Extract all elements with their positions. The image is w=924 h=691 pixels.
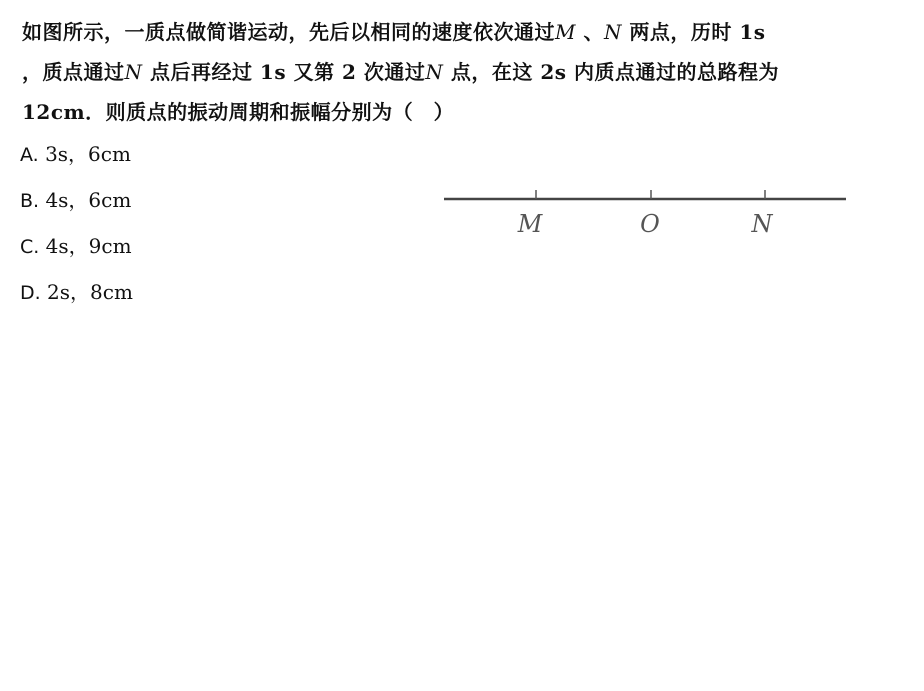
question-line-1 [22,12,912,52]
question-text: 点，在这 2s 内质点通过的总路程为 [443,60,779,84]
question-line-3: 12cm．则质点的振动周期和振幅分别为（ ） [22,100,455,124]
option-letter: B. [20,190,40,212]
question-line-2 [22,52,912,92]
point-m-label: M [555,20,576,44]
label-n: N [751,210,773,238]
option-d[interactable] [20,276,133,322]
point-n-label: N [124,60,143,84]
point-n-label: N [603,20,622,44]
label-m: M [517,210,543,238]
question-text: 两点，历时 1s [621,20,766,44]
option-letter: A. [20,144,39,166]
oscillation-diagram [440,182,850,242]
question-text: 、 [575,20,604,44]
label-o: O [640,210,660,238]
option-c[interactable] [20,230,133,276]
diagram-svg [440,182,850,242]
option-letter: D. [20,282,41,304]
question-text: 点后再经过 1s 又第 2 次通过 [142,60,426,84]
option-a[interactable] [20,138,133,184]
option-text: 3s，6cm [45,142,131,166]
option-b[interactable] [20,184,133,230]
option-text: 4s，6cm [45,188,132,212]
option-text: 4s，9cm [45,234,132,258]
question-text: ，质点通过 [22,60,125,84]
answer-options [20,138,133,322]
point-n-label: N [425,60,444,84]
question-stem [22,12,912,132]
option-letter: C. [20,236,40,258]
question-text: 如图所示，一质点做简谐运动，先后以相同的速度依次通过 [22,20,555,44]
option-text: 2s，8cm [47,280,133,304]
